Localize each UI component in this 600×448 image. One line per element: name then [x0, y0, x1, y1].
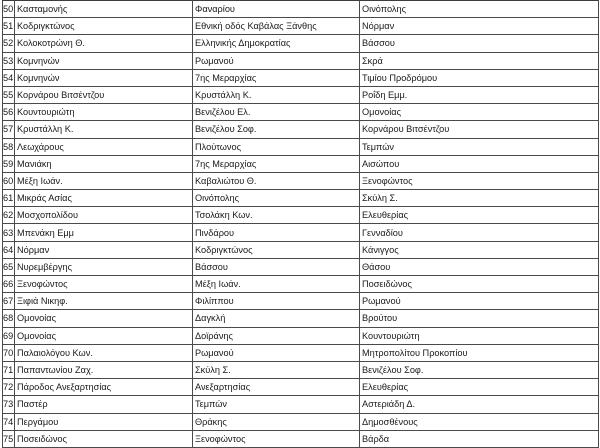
street-cell[interactable]: Κοδριγκτώνος [15, 18, 193, 35]
street-cell[interactable]: Ποσειδώνος [15, 430, 193, 447]
table-row [3, 327, 599, 344]
to-street-cell[interactable]: Βάρδα [360, 430, 599, 447]
to-street-cell[interactable]: Ξενοφώντος [360, 172, 599, 189]
street-cell[interactable]: Μανιάκη [15, 155, 193, 172]
table-row [3, 35, 599, 52]
street-cell[interactable]: Ομονοίας [15, 310, 193, 327]
to-street-cell[interactable]: Μητροπολίτου Προκοπίου [360, 344, 599, 361]
table-row [3, 86, 599, 103]
table-row [3, 190, 599, 207]
from-street-cell[interactable]: Θράκης [193, 413, 360, 430]
row-number-cell[interactable]: 62 [3, 207, 15, 224]
to-street-cell[interactable]: Σκρά [360, 52, 599, 69]
to-street-cell[interactable]: Αισώπου [360, 155, 599, 172]
table-row [3, 104, 599, 121]
table-row [3, 138, 599, 155]
to-street-cell[interactable]: Ποσειδώνος [360, 276, 599, 293]
street-table [2, 0, 599, 448]
row-number-cell[interactable]: 58 [3, 138, 15, 155]
to-street-cell[interactable]: Ομονοίας [360, 104, 599, 121]
from-street-cell[interactable]: 7ης Μεραρχίας [193, 155, 360, 172]
street-cell[interactable]: Κομνηνών [15, 52, 193, 69]
to-street-cell[interactable]: Θάσου [360, 258, 599, 275]
to-street-cell[interactable]: Τιμίου Προδρόμου [360, 69, 599, 86]
row-number-cell[interactable]: 52 [3, 35, 15, 52]
row-number-cell[interactable]: 56 [3, 104, 15, 121]
table-row [3, 396, 599, 413]
from-street-cell[interactable]: Φιλίππου [193, 293, 360, 310]
table-row [3, 344, 599, 361]
to-street-cell[interactable]: Ρωμανού [360, 293, 599, 310]
row-number-cell[interactable]: 65 [3, 258, 15, 275]
from-street-cell[interactable]: Πλούτωνος [193, 138, 360, 155]
from-street-cell[interactable]: Ρωμανού [193, 52, 360, 69]
row-number-cell[interactable]: 53 [3, 52, 15, 69]
street-cell[interactable]: Παστέρ [15, 396, 193, 413]
table-row [3, 379, 599, 396]
row-number-cell[interactable]: 59 [3, 155, 15, 172]
to-street-cell[interactable]: Δημοσθένους [360, 413, 599, 430]
row-number-cell[interactable]: 69 [3, 327, 15, 344]
from-street-cell[interactable]: Ελληνικής Δημοκρατίας [193, 35, 360, 52]
street-cell[interactable]: Ξιφιά Νικηφ. [15, 293, 193, 310]
to-street-cell[interactable]: Τεμπών [360, 138, 599, 155]
street-cell[interactable]: Μέξη Ιωάν. [15, 172, 193, 189]
from-street-cell[interactable]: Τσολάκη Κων. [193, 207, 360, 224]
to-street-cell[interactable]: Νόρμαν [360, 18, 599, 35]
table-row [3, 276, 599, 293]
street-cell[interactable]: Νυρεμβέργης [15, 258, 193, 275]
row-number-cell[interactable]: 67 [3, 293, 15, 310]
table-row [3, 293, 599, 310]
table-row [3, 69, 599, 86]
to-street-cell[interactable]: Κουντουριώτη [360, 327, 599, 344]
street-cell[interactable]: Μοσχοπολίδου [15, 207, 193, 224]
table-row [3, 241, 599, 258]
from-street-cell[interactable]: Καβαλιώτου Θ. [193, 172, 360, 189]
from-street-cell[interactable]: Δοϊράνης [193, 327, 360, 344]
from-street-cell[interactable]: Κρυστάλλη Κ. [193, 86, 360, 103]
from-street-cell[interactable]: Ανεξαρτησίας [193, 379, 360, 396]
street-cell[interactable]: Κομνηνών [15, 69, 193, 86]
to-street-cell[interactable]: Ελευθερίας [360, 207, 599, 224]
to-street-cell[interactable]: Ελευθερίας [360, 379, 599, 396]
row-number-cell[interactable]: 60 [3, 172, 15, 189]
from-street-cell[interactable]: Πινδάρου [193, 224, 360, 241]
to-street-cell[interactable]: Κάνιγγος [360, 241, 599, 258]
table-row [3, 121, 599, 138]
table-row [3, 361, 599, 378]
table-row [3, 310, 599, 327]
to-street-cell[interactable]: Σκύλη Σ. [360, 190, 599, 207]
table-row [3, 207, 599, 224]
from-street-cell[interactable]: Φαναρίου [193, 1, 360, 18]
table-row [3, 172, 599, 189]
table-body [3, 1, 599, 448]
table-row [3, 18, 599, 35]
table-row [3, 413, 599, 430]
to-street-cell[interactable]: Γενναδίου [360, 224, 599, 241]
row-number-cell[interactable]: 70 [3, 344, 15, 361]
street-cell[interactable]: Περγάμου [15, 413, 193, 430]
street-cell[interactable]: Κουντουριώτη [15, 104, 193, 121]
street-cell[interactable]: Κορνάρου Βιτσέντζου [15, 86, 193, 103]
row-number-cell[interactable]: 68 [3, 310, 15, 327]
row-number-cell[interactable]: 73 [3, 396, 15, 413]
row-number-cell[interactable]: 74 [3, 413, 15, 430]
from-street-cell[interactable]: Κοδριγκτώνος [193, 241, 360, 258]
street-cell[interactable]: Πάροδος Ανεξαρτησίας [15, 379, 193, 396]
row-number-cell[interactable]: 63 [3, 224, 15, 241]
row-number-cell[interactable]: 50 [3, 1, 15, 18]
to-street-cell[interactable]: Ροΐδη Εμμ. [360, 86, 599, 103]
from-street-cell[interactable]: Εθνική οδός Καβάλας Ξάνθης [193, 18, 360, 35]
from-street-cell[interactable]: Οινόπολης [193, 190, 360, 207]
row-number-cell[interactable]: 71 [3, 361, 15, 378]
from-street-cell[interactable]: 7ης Μεραρχίας [193, 69, 360, 86]
to-street-cell[interactable]: Οινόπολης [360, 1, 599, 18]
row-number-cell[interactable]: 57 [3, 121, 15, 138]
street-cell[interactable]: Κολοκοτρώνη Θ. [15, 35, 193, 52]
street-cell[interactable]: Νόρμαν [15, 241, 193, 258]
from-street-cell[interactable]: Τεμπών [193, 396, 360, 413]
street-cell[interactable]: Κρυστάλλη Κ. [15, 121, 193, 138]
to-street-cell[interactable]: Βάσσου [360, 35, 599, 52]
row-number-cell[interactable]: 64 [3, 241, 15, 258]
street-cell[interactable]: Παλαιολόγου Κων. [15, 344, 193, 361]
from-street-cell[interactable]: Σκύλη Σ. [193, 361, 360, 378]
from-street-cell[interactable]: Μέξη Ιωάν. [193, 276, 360, 293]
street-cell[interactable]: Ξενοφώντος [15, 276, 193, 293]
table-row [3, 155, 599, 172]
from-street-cell[interactable]: Βενιζέλου Ελ. [193, 104, 360, 121]
from-street-cell[interactable]: Ξενοφώντος [193, 430, 360, 447]
row-number-cell[interactable]: 61 [3, 190, 15, 207]
row-number-cell[interactable]: 54 [3, 69, 15, 86]
to-street-cell[interactable]: Βενιζέλου Σοφ. [360, 361, 599, 378]
from-street-cell[interactable]: Βάσσου [193, 258, 360, 275]
to-street-cell[interactable]: Βρούτου [360, 310, 599, 327]
table-row [3, 52, 599, 69]
from-street-cell[interactable]: Δαγκλή [193, 310, 360, 327]
table-row [3, 430, 599, 447]
row-number-cell[interactable]: 75 [3, 430, 15, 447]
table-row [3, 258, 599, 275]
row-number-cell[interactable]: 66 [3, 276, 15, 293]
street-cell[interactable]: Λεωχάρους [15, 138, 193, 155]
street-cell[interactable]: Ομονοίας [15, 327, 193, 344]
table-row [3, 1, 599, 18]
row-number-cell[interactable]: 55 [3, 86, 15, 103]
table-row [3, 224, 599, 241]
street-cell[interactable]: Μικράς Ασίας [15, 190, 193, 207]
from-street-cell[interactable]: Βενιζέλου Σοφ. [193, 121, 360, 138]
to-street-cell[interactable]: Κορνάρου Βιτσέντζου [360, 121, 599, 138]
to-street-cell[interactable]: Αστεριάδη Δ. [360, 396, 599, 413]
row-number-cell[interactable]: 51 [3, 18, 15, 35]
row-number-cell[interactable]: 72 [3, 379, 15, 396]
from-street-cell[interactable]: Ρωμανού [193, 344, 360, 361]
street-cell[interactable]: Παπαντωνίου Ζαχ. [15, 361, 193, 378]
street-cell[interactable]: Κασταμονής [15, 1, 193, 18]
street-cell[interactable]: Μπενάκη Εμμ [15, 224, 193, 241]
